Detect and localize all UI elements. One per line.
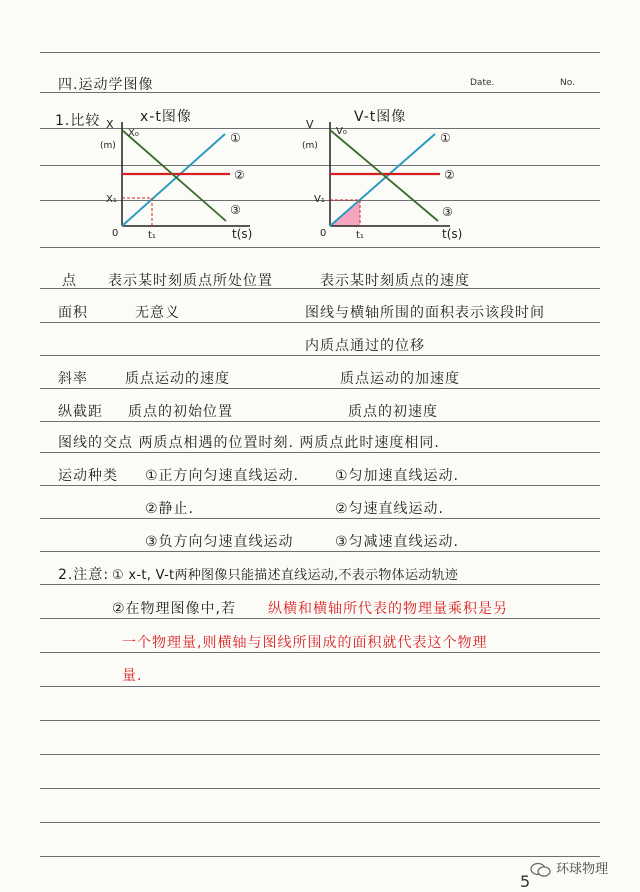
motion-xt-1: ①正方向匀速直线运动. <box>145 468 300 484</box>
xt-graph <box>100 118 300 243</box>
y0-label: X₀ <box>128 128 139 139</box>
row-xt-slope: 质点运动的速度 <box>125 371 230 387</box>
ruled-line <box>40 686 600 687</box>
ruled-line <box>40 754 600 755</box>
ruled-line <box>40 247 600 248</box>
date-label: Date. <box>470 78 495 88</box>
note-line-2-red: 纵横和横轴所代表的物理量乘积是另 <box>268 601 508 617</box>
line-1-marker: ① <box>440 131 451 145</box>
watermark <box>530 858 608 878</box>
motion-xt-2: ②静止. <box>145 501 195 517</box>
section-title: 四.运动学图像 <box>58 77 154 93</box>
ruled-line <box>40 322 600 323</box>
wechat-icon <box>530 862 552 878</box>
ruled-line <box>40 856 600 857</box>
ruled-line <box>40 421 600 422</box>
row-term-area: 面积 <box>58 305 88 321</box>
page-number: 5 <box>520 872 531 891</box>
row-vt-slope: 质点运动的加速度 <box>340 371 460 387</box>
line-3-marker: ③ <box>442 205 453 219</box>
ruled-line <box>40 452 600 453</box>
motion-label: 运动种类 <box>58 468 118 484</box>
ruled-line <box>40 618 600 619</box>
row-xt-area: 无意义 <box>135 305 180 321</box>
row-xt-point: 表示某时刻质点所处位置 <box>108 273 273 289</box>
row-vt-area: 图线与横轴所围的面积表示该段时间 <box>305 305 545 321</box>
series-line-3 <box>330 130 438 221</box>
series-line-1 <box>330 134 435 226</box>
ruled-line <box>40 652 600 653</box>
t1-label: t₁ <box>356 230 364 241</box>
note-line-2-black: ②在物理图像中,若 <box>112 601 237 617</box>
row-xt-intercept: 质点的初始位置 <box>128 404 233 420</box>
y1-label: V₁ <box>314 194 325 205</box>
ruled-line <box>40 822 600 823</box>
watermark-text: 环球物理 <box>556 862 609 877</box>
ruled-line <box>40 788 600 789</box>
ruled-line <box>40 551 600 552</box>
vt-graph-title: V-t图像 <box>354 109 407 125</box>
series-line-1 <box>122 134 225 226</box>
line-2-marker: ② <box>444 168 455 182</box>
origin-label: 0 <box>112 228 119 239</box>
y-axis-label: V <box>306 118 314 131</box>
y-unit-label: (m) <box>100 141 116 151</box>
series-line-3 <box>122 130 226 221</box>
note-line-3-red: 一个物理量,则横轴与图线所围成的面积就代表这个物理 <box>122 635 488 651</box>
origin-label: 0 <box>320 228 327 239</box>
note-line-1: ① x-t, V-t两种图像只能描述直线运动,不表示物体运动轨迹 <box>112 568 459 583</box>
ruled-line <box>40 720 600 721</box>
line-2-marker: ② <box>234 168 245 182</box>
row-term-intercept: 纵截距 <box>58 404 103 420</box>
ruled-line <box>40 52 600 53</box>
motion-vt-2: ②匀速直线运动. <box>335 501 445 517</box>
row-vt-point: 表示某时刻质点的速度 <box>320 273 470 289</box>
t1-label: t₁ <box>148 230 156 241</box>
note-line-4-red: 量. <box>122 668 143 684</box>
x-axis-label: t(s) <box>442 227 463 241</box>
note-label: 2.注意: <box>58 567 110 583</box>
vt-graph <box>300 118 500 243</box>
motion-vt-1: ①匀加速直线运动. <box>335 468 460 484</box>
row-term-point: 点 <box>62 273 77 289</box>
no-label: No. <box>560 78 575 88</box>
intersection-line: 图线的交点 两质点相遇的位置时刻. 两质点此时速度相同. <box>58 435 440 451</box>
row-term-slope: 斜率 <box>58 371 88 387</box>
compare-label: 1.比较 <box>55 113 101 129</box>
line-3-marker: ③ <box>230 203 241 217</box>
motion-vt-3: ③匀减速直线运动. <box>335 534 460 550</box>
y-axis-label: X <box>106 118 114 131</box>
motion-xt-3: ③负方向匀速直线运动 <box>145 534 294 550</box>
y1-label: X₁ <box>106 194 117 205</box>
ruled-line <box>40 584 600 585</box>
row-vt-intercept: 质点的初速度 <box>348 404 438 420</box>
line-1-marker: ① <box>230 131 241 145</box>
xt-graph-title: x-t图像 <box>140 109 192 125</box>
ruled-line <box>40 518 600 519</box>
ruled-line <box>40 355 600 356</box>
ruled-line <box>40 485 600 486</box>
row-vt-area-cont: 内质点通过的位移 <box>305 338 425 354</box>
ruled-line <box>40 388 600 389</box>
y0-label: V₀ <box>336 126 347 137</box>
x-axis-label: t(s) <box>232 227 253 241</box>
y-unit-label: (m) <box>302 141 318 151</box>
